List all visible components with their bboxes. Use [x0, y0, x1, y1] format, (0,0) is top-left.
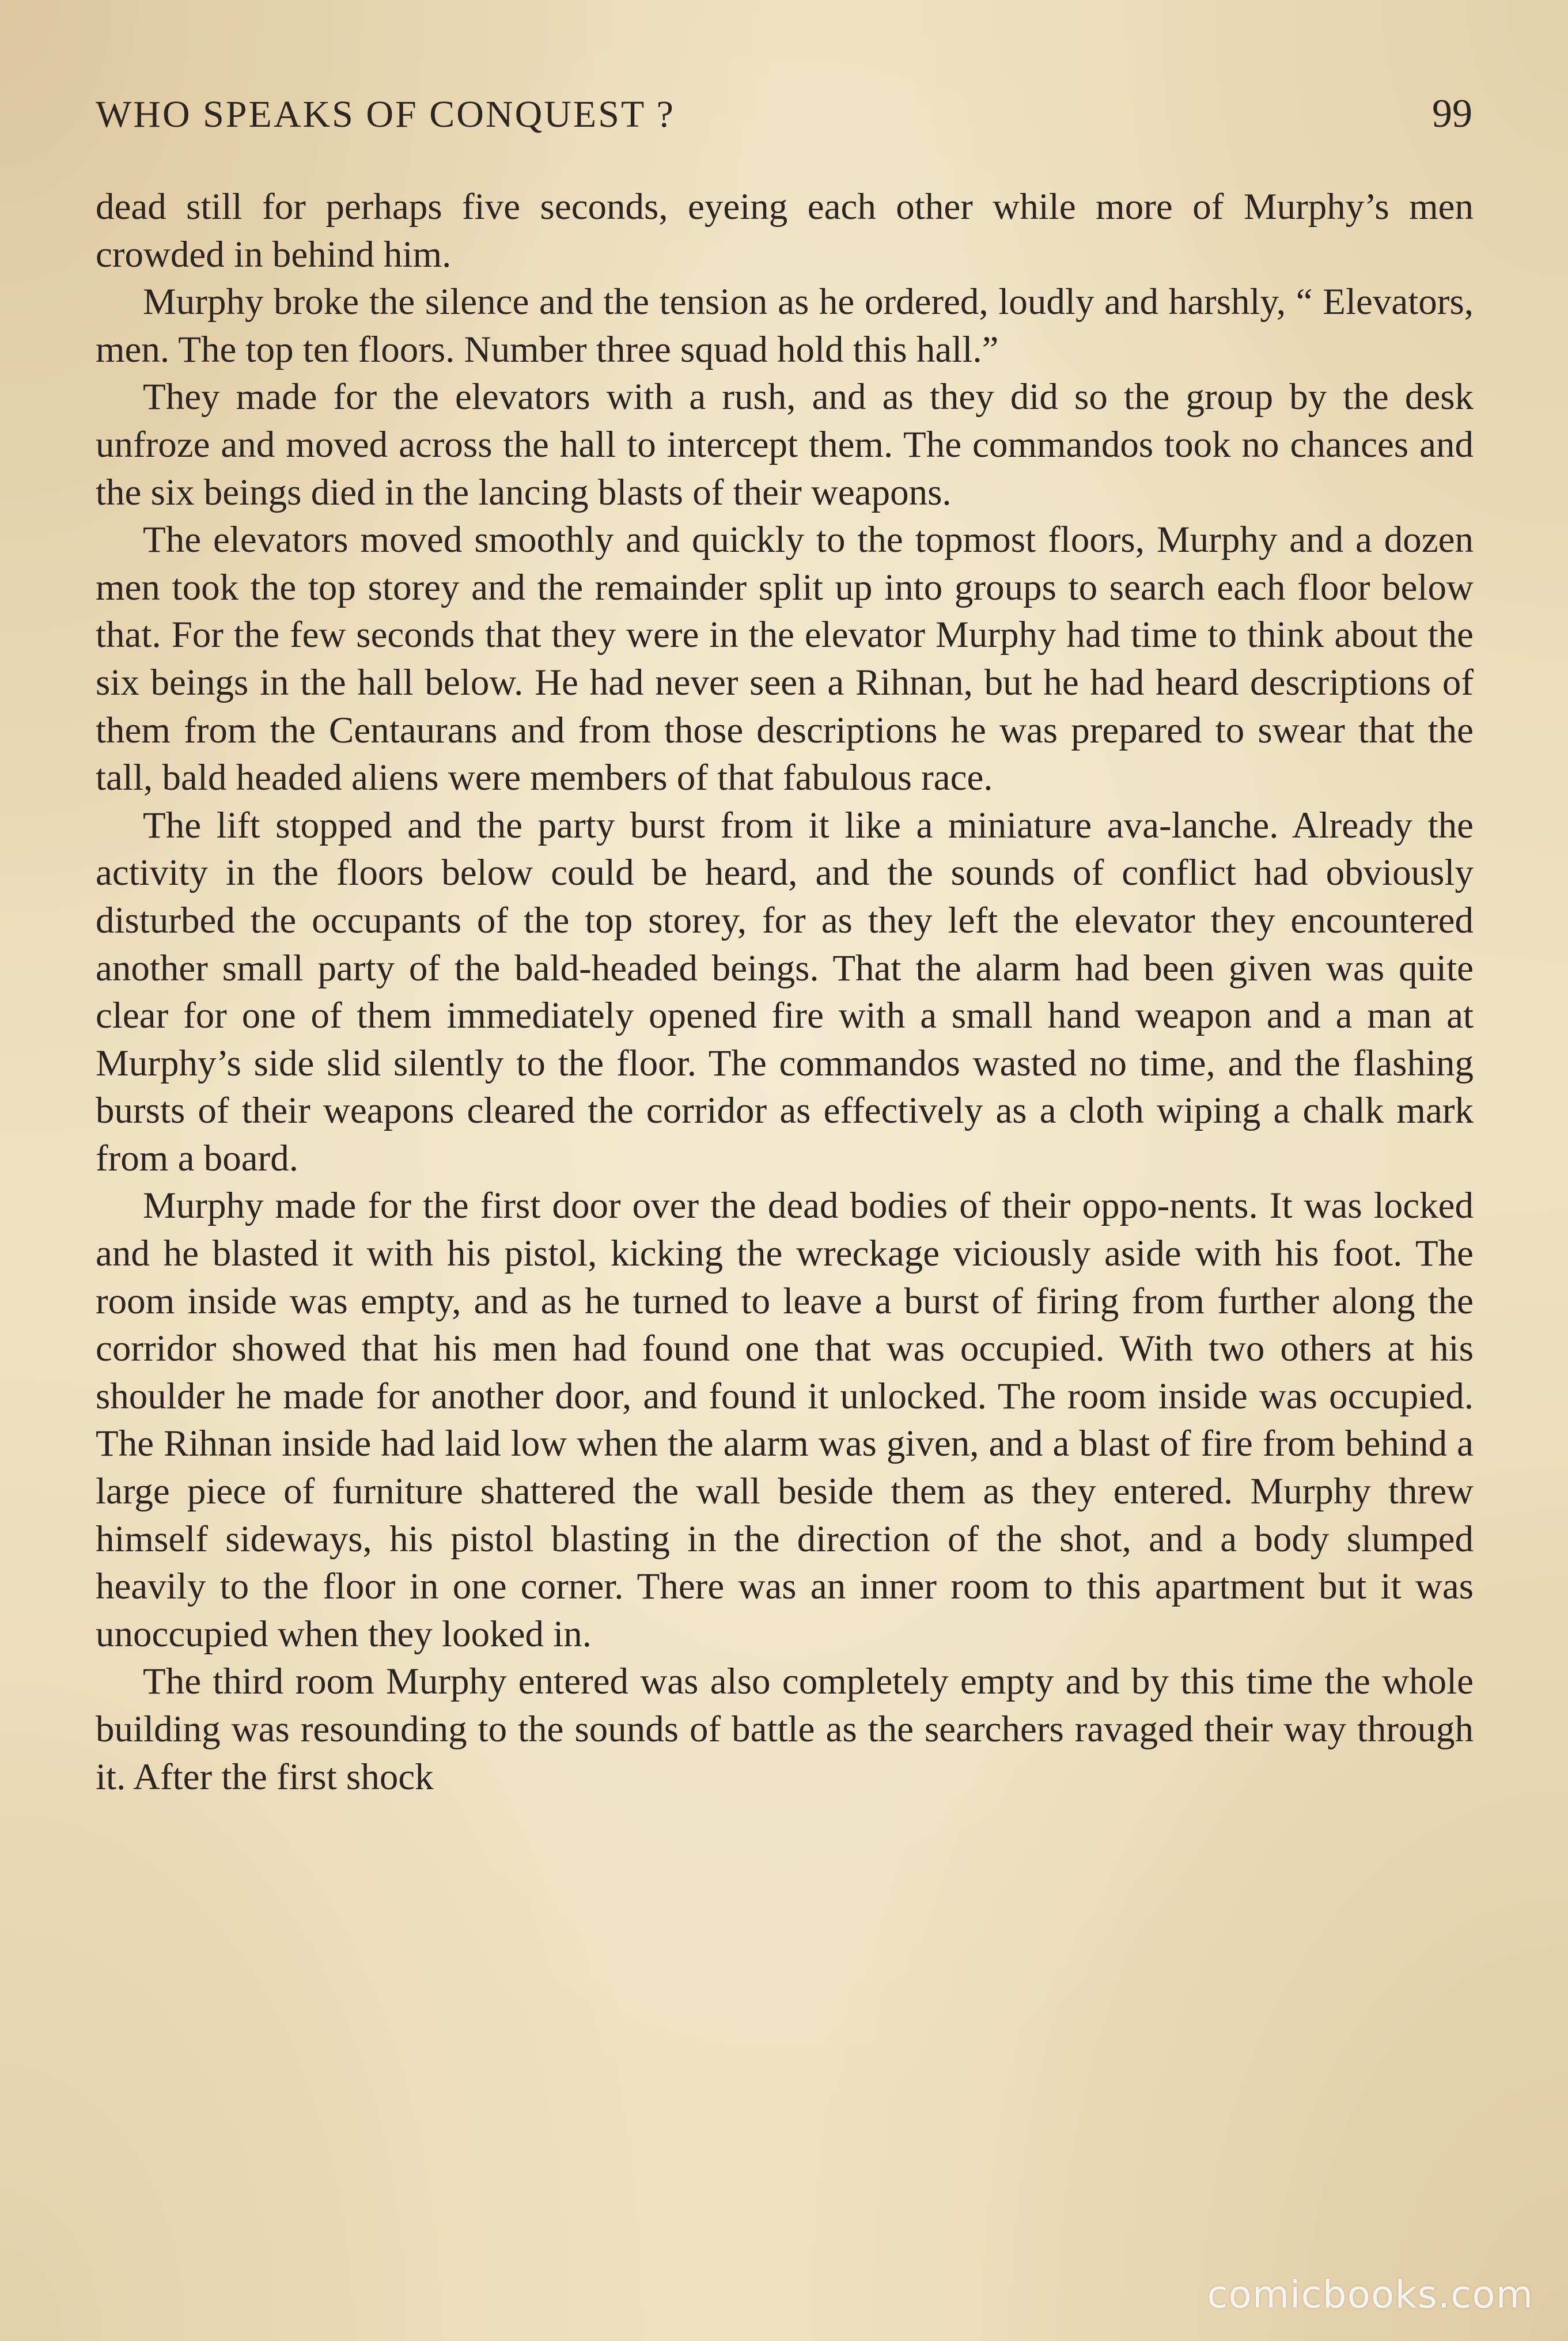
paragraph: The third room Murphy entered was also completely empty and by this time the whole building was resounding to the sounds of battle as the searchers ravaged their way through it. After the first shock: [96, 1661, 1474, 1798]
running-head: [96, 91, 1472, 149]
paragraph: The lift stopped and the party burst from it like a miniature ava-lanche. Already the activity in the floors below could be heard, and the sounds of conflict had obviously disturbed the occupants of the top storey, for as they left the elevator they encountered another small party of the bald-headed beings. That the alarm had been given was quite clear for one of them immediately opened fire with a small hand weapon and a man at Murphy’s side slid silently to the floor. The commandos wasted no time, and the flashing bursts of their weapons cleared the corridor as effectively as a cloth wiping a chalk mark from a board.: [96, 804, 1474, 1179]
chapter-title: WHO SPEAKS OF CONQUEST ?: [96, 93, 675, 135]
paragraph: Murphy broke the silence and the tension as he ordered, loudly and harshly, “ Elevators, men. The top ten floors. Number three squad hold this hall.”: [96, 281, 1474, 370]
paragraph: They made for the elevators with a rush, and as they did so the group by the desk unfroze and moved across the hall to intercept them. The commandos took no chances and the six beings died in the lancing blasts of their weapons.: [96, 376, 1474, 513]
paragraph: The elevators moved smoothly and quickly to the topmost floors, Murphy and a dozen men took the top storey and the remainder split up into groups to search each floor below that. For the few seconds that they were in the elevator Murphy had time to think about the six beings in the hall below. He had never seen a Rihnan, but he had heard descriptions of them from the Centaurans and from those descriptions he was prepared to swear that the tall, bald headed aliens were members of that fabulous race.: [96, 519, 1474, 799]
paragraph: dead still for perhaps five seconds, eyeing each other while more of Murphy’s men crowded in behind him.: [96, 186, 1474, 275]
watermark: comicbooks.com: [1207, 2272, 1533, 2317]
page-number: 99: [1432, 92, 1472, 136]
paragraph: Murphy made for the first door over the dead bodies of their oppo-nents. It was locked and he blasted it with his pistol, kicking the wreckage viciously aside with his foot. The room inside was empty, and as he turned to leave a burst of firing from further along the corridor showed that his men had found one that was occupied. With two others at his shoulder he made for another door, and found it unlocked. The room inside was occupied. The Rihnan inside had laid low when the alarm was given, and a blast of fire from behind a large piece of furniture shattered the wall beside them as they entered. Murphy threw himself sideways, his pistol blasting in the direction of the shot, and a body slumped heavily to the floor in one corner. There was an inner room to this apartment but it was unoccupied when they looked in.: [96, 1185, 1474, 1655]
body-text: [96, 183, 1474, 1801]
